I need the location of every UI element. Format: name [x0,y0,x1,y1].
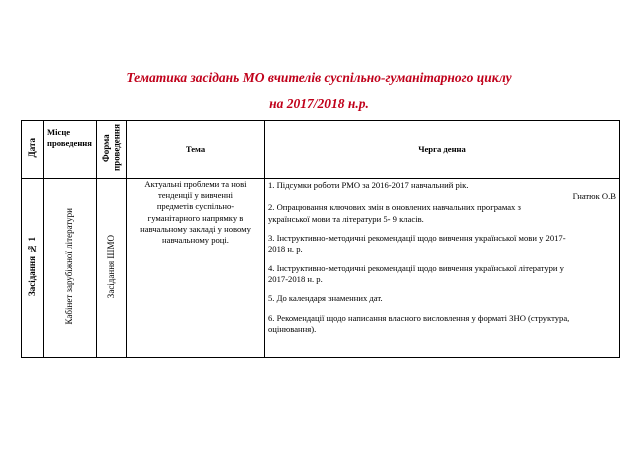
row-agenda [265,179,620,358]
topic-line: предметів суспільно- [156,201,235,212]
agenda-item-2-line-2: української мови та літератури 5- 9 класів. [268,213,424,224]
row-place [44,179,97,358]
header-form [97,121,127,179]
header-form-label: Форма проведення [100,124,121,172]
header-date [22,121,44,179]
agenda-item-3-line-2: 2018 н. р. [268,243,303,254]
document-title-line-1: Тематика засідань МО вчителів суспільно-гуманітарного циклу [126,70,512,85]
agenda-item-6-line-2: оцінювання). [268,323,317,334]
row-place-label: Кабінет зарубіжної літератури [64,208,75,325]
agenda-item-4-line-1: 4. Інструктивно-методичні рекомендації щодо вивчення української літератури у [268,263,564,274]
table-header-row [22,121,620,179]
topic-line: тенденції у вивченні [157,190,234,201]
agenda-item-6-line-1: 6. Рекомендації щодо написання власного висловлення у форматі ЗНО (структура, [268,312,570,323]
header-place [44,121,97,179]
agenda-item-4 [268,263,616,285]
row-date-label: Засідання № 1 [26,236,37,296]
table-row [22,179,620,358]
row-form-label: Засідання ШМО [105,234,116,298]
agenda-item-3-line-1: 3. Інструктивно-методичні рекомендації щодо вивчення української мови у 2017- [268,232,566,243]
header-place-label: Місце проведення [47,127,92,149]
header-date-label: Дата [27,138,38,158]
row-date [22,179,44,358]
meetings-table [21,120,620,358]
row-form [97,179,127,358]
agenda-item-1: 1. Підсумки роботи РМО за 2016-2017 навчальний рік. [268,180,469,190]
header-agenda-label: Черга денна [418,143,466,154]
topic-line: навчальному закладі у новому [140,223,251,234]
header-topic-label: Тема [185,143,206,154]
topic-line: гуманітарного напрямку в [147,212,244,223]
agenda-item-4-line-2: 2017-2018 н. р. [268,274,323,285]
agenda-item-2 [268,202,616,224]
agenda-item-1-author: Гнатюк О.В [572,191,616,202]
topic-line: навчальному році. [162,234,229,245]
header-agenda [265,121,620,179]
topic-line: Актуальні проблеми та нові [144,179,247,189]
row-topic [127,179,265,358]
document-title-line-2: на 2017/2018 н.р. [269,96,369,111]
agenda-item-5: 5. До календаря знаменних дат. [268,293,383,304]
agenda-item-3 [268,233,616,255]
agenda-item-6 [268,313,616,335]
header-topic [127,121,265,179]
agenda-item-2-line-1: 2. Опрацювання ключових змін в оновлених навчальних програмах з [268,202,521,213]
